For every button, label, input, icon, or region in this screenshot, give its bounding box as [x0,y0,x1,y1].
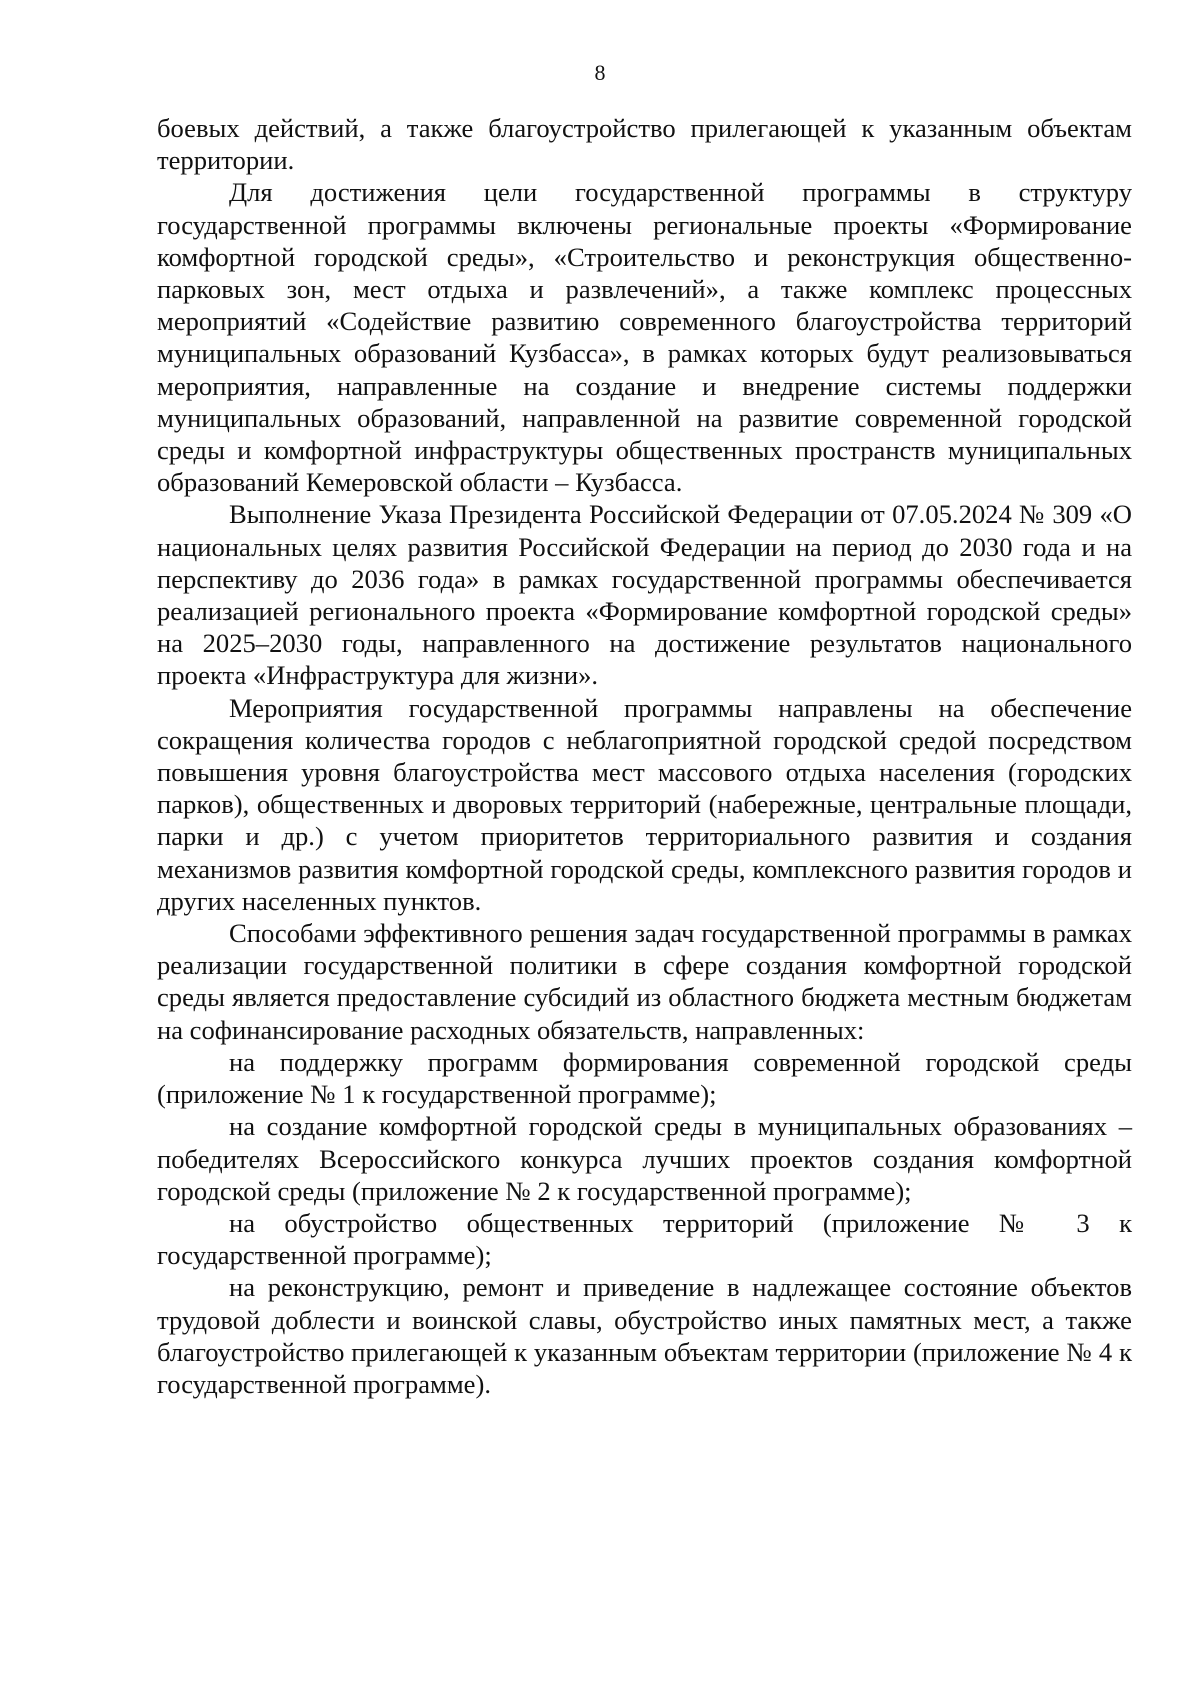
list-item-appendix-2: на создание комфортной городской среды в муниципальных образованиях – победителях Всероссийского конкурса лучших проектов создания комфортной городской среды (приложение № 2 к государственной программе); [157,1111,1132,1206]
paragraph-program-structure: Для достижения цели государственной программы в структуру государственной программы включены региональные проекты «Формирование комфортной городской среды», «Строительство и реконструкция общественно-парковых зон, мест отдыха и развлечений», а также комплекс процессных мероприятий «Содействие развитию современного благоустройства территорий муниципальных образований Кузбасса», в рамках которых будут реализовываться мероприятия, направленные на создание и внедрение системы поддержки муниципальных образований, направленной на развитие современной городской среды и комфортной инфраструктуры общественных пространств муниципальных образований Кемеровской области – Кузбасса. [157,177,1132,498]
document-body [157,112,1132,1400]
list-item-appendix-3: на обустройство общественных территорий (приложение № 3 к государственной программе); [157,1207,1132,1271]
paragraph-continuation: боевых действий, а также благоустройство прилегающей к указанным объектам территории. [157,113,1132,176]
paragraph-program-measures: Мероприятия государственной программы направлены на обеспечение сокращения количества городов с неблагоприятной городской средой посредством повышения уровня благоустройства мест массового отдыха населения (городских парков), общественных и дворовых территорий (набережные, центральные площади, парки и др.) с учетом приоритетов территориального развития и создания механизмов развития комфортной городской среды, комплексного развития городов и других населенных пунктов. [157,692,1132,916]
list-item-appendix-4: на реконструкцию, ремонт и приведение в надлежащее состояние объектов трудовой доблести и воинской славы, обустройство иных памятных мест, а также благоустройство прилегающей к указанным объектам территории (приложение № 4 к государственной программе). [157,1272,1132,1399]
list-item-appendix-1: на поддержку программ формирования современной городской среды (приложение № 1 к государственной программе); [157,1046,1132,1110]
paragraph-subsidies: Способами эффективного решения задач государственной программы в рамках реализации государственной политики в сфере создания комфортной городской среды является предоставление субсидий из областного бюджета местным бюджетам на софинансирование расходных обязательств, направленных: [157,918,1132,1045]
page-number: 8 [594,60,606,85]
paragraph-presidential-decree: Выполнение Указа Президента Российской Федерации от 07.05.2024 № 309 «О национальных целях развития Российской Федерации на период до 2030 года и на перспективу до 2036 года» в рамках государственной программы обеспечивается реализацией регионального проекта «Формирование комфортной городской среды» на 2025–2030 годы, направленного на достижение результатов национального проекта «Инфраструктура для жизни». [157,499,1132,691]
